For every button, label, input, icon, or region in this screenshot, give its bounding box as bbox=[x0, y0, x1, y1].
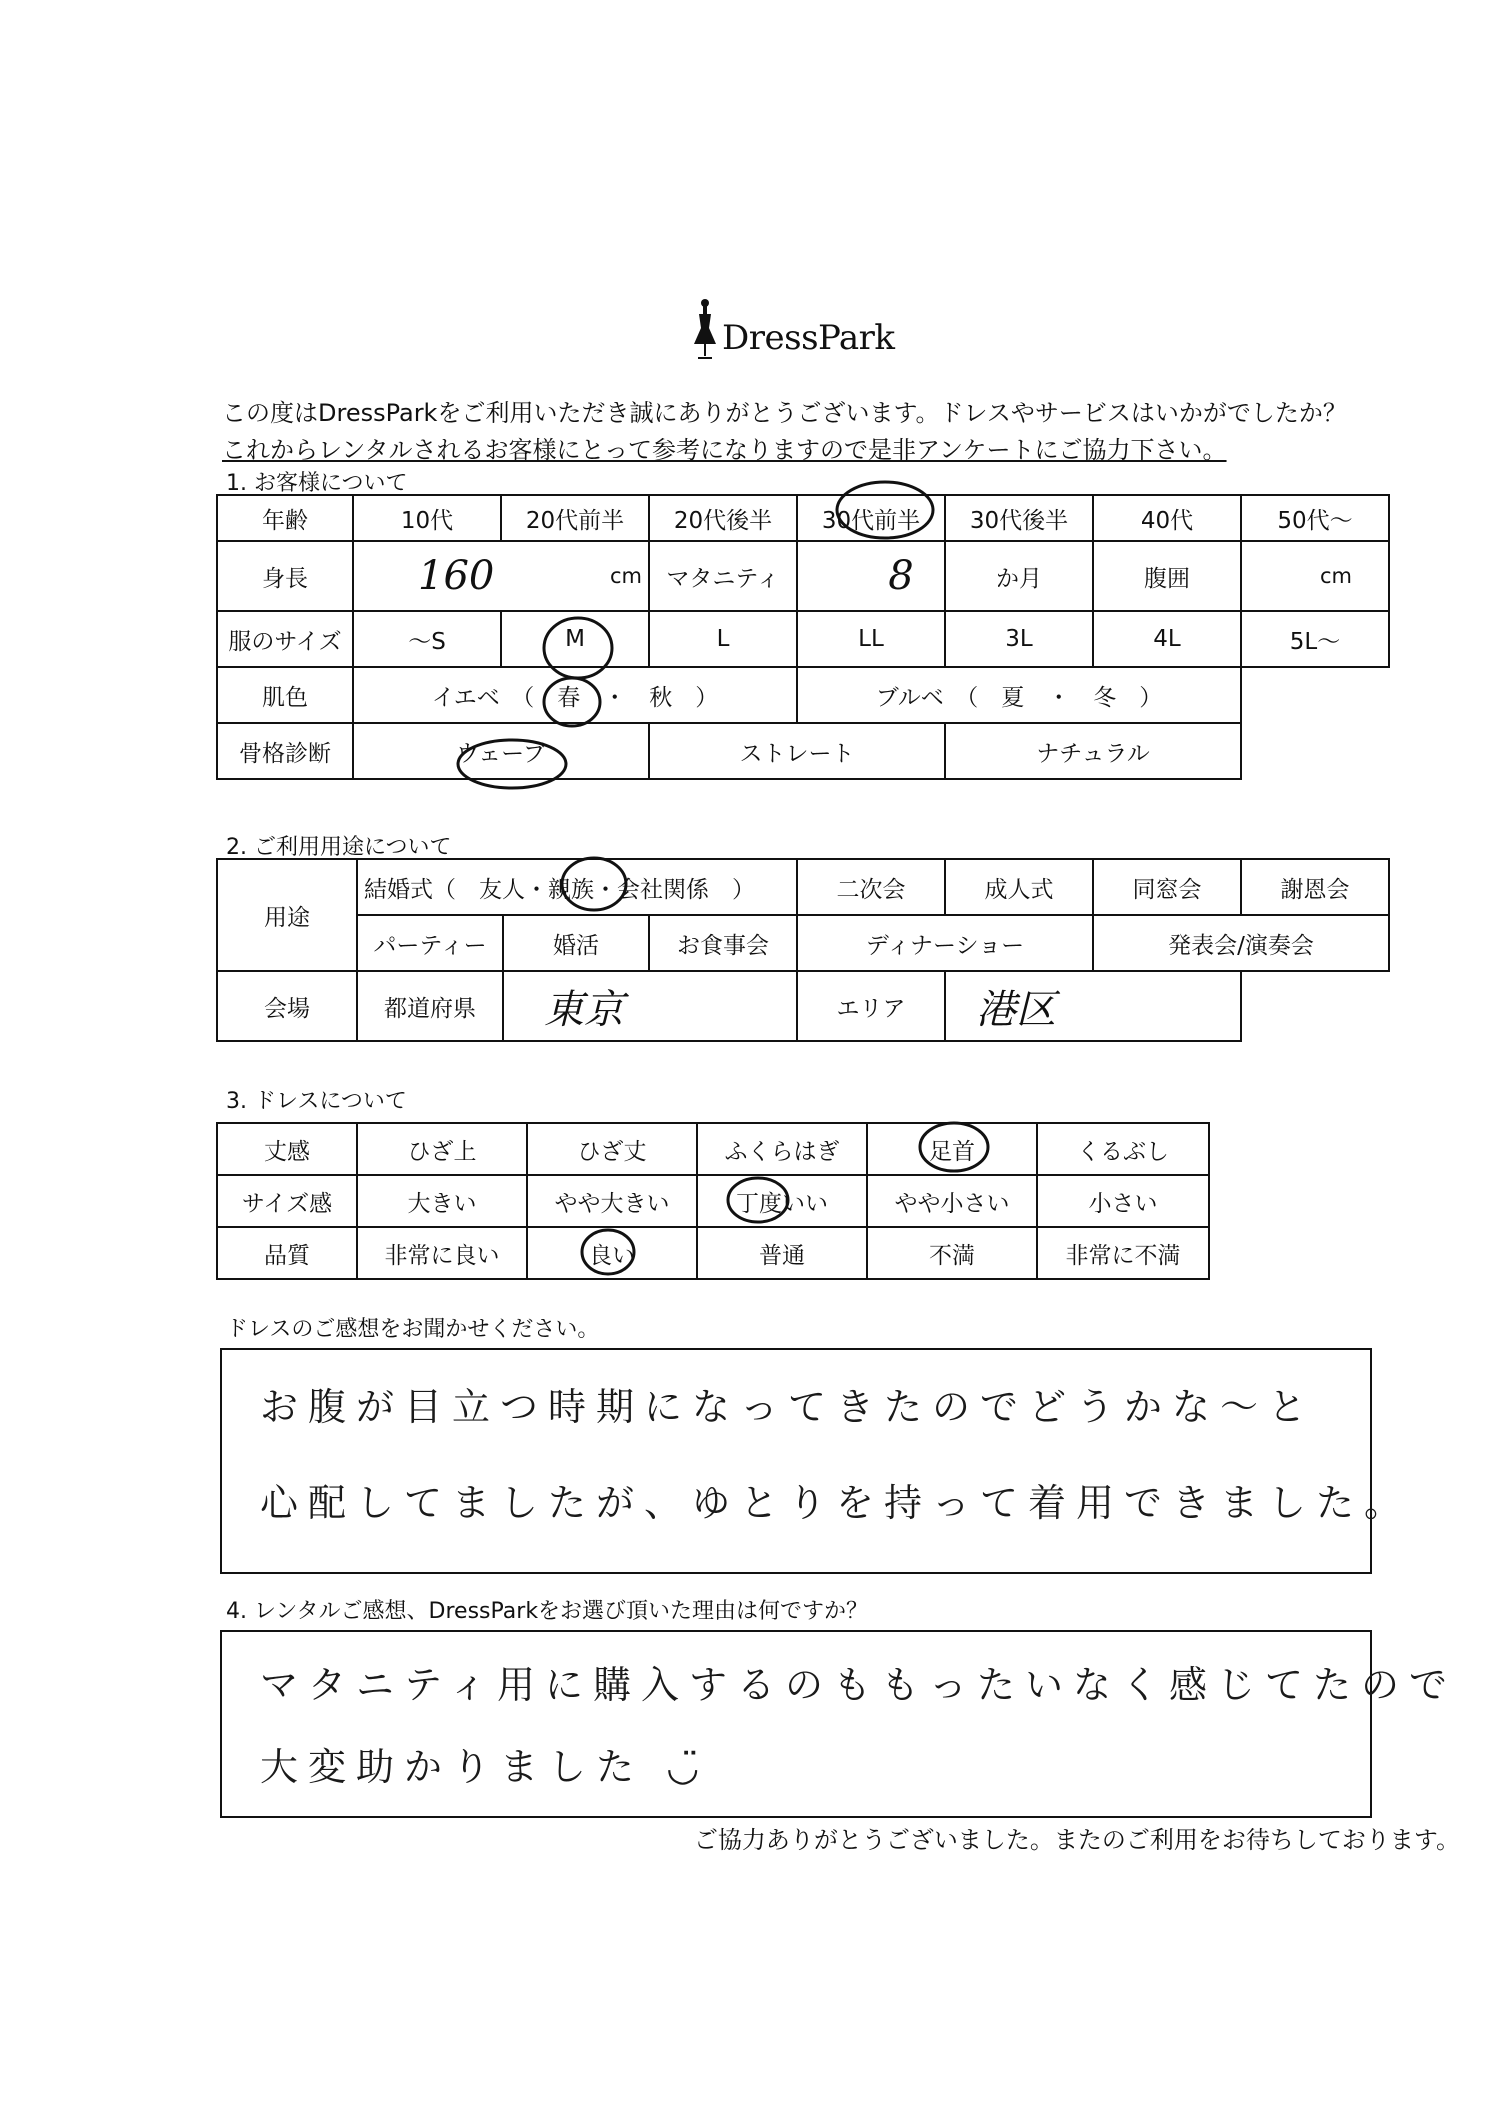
length-option[interactable]: ふくらはぎ bbox=[697, 1123, 867, 1175]
maternity-label: マタニティ bbox=[649, 541, 797, 611]
size-row bbox=[217, 611, 1389, 667]
fit-option[interactable]: 大きい bbox=[357, 1175, 527, 1227]
waist-field[interactable] bbox=[1241, 541, 1389, 611]
length-option[interactable]: くるぶし bbox=[1037, 1123, 1209, 1175]
size-option[interactable]: L bbox=[649, 611, 797, 667]
skin-label: 肌色 bbox=[217, 667, 353, 723]
height-value: 160 bbox=[418, 553, 495, 599]
venue-row bbox=[217, 971, 1389, 1041]
height-field[interactable] bbox=[353, 541, 649, 611]
waist-label: 腹囲 bbox=[1093, 541, 1241, 611]
section-2-title: 2. ご利用用途について bbox=[226, 835, 452, 860]
size-option[interactable]: 4L bbox=[1093, 611, 1241, 667]
length-option[interactable]: ひざ上 bbox=[357, 1123, 527, 1175]
frame-option[interactable]: ストレート bbox=[649, 723, 945, 779]
skin-row bbox=[217, 667, 1389, 723]
usage-option[interactable]: 同窓会 bbox=[1093, 859, 1241, 915]
frame-row bbox=[217, 723, 1389, 779]
usage-option[interactable]: 婚活 bbox=[503, 915, 649, 971]
usage-option[interactable]: ディナーショー bbox=[797, 915, 1093, 971]
quality-row bbox=[217, 1227, 1209, 1279]
prefecture-label: 都道府県 bbox=[357, 971, 503, 1041]
fit-option-selected[interactable]: 丁度いい bbox=[697, 1175, 867, 1227]
maternity-field[interactable] bbox=[797, 541, 945, 611]
fit-option[interactable]: やや小さい bbox=[867, 1175, 1037, 1227]
dress-comment-line: お腹が目立つ時期になってきたのでどうかな〜と bbox=[260, 1385, 1317, 1429]
quality-label: 品質 bbox=[217, 1227, 357, 1279]
rental-comment-box[interactable] bbox=[220, 1630, 1457, 1818]
skin-blue-option[interactable]: ブルベ （ 夏 ・ 冬 ） bbox=[797, 667, 1241, 723]
age-option-selected[interactable]: 30代前半 bbox=[797, 495, 945, 541]
quality-option[interactable]: 非常に不満 bbox=[1037, 1227, 1209, 1279]
rental-comment-line: マタニティ用に購入するのももったいなく感じてたので bbox=[260, 1663, 1457, 1707]
frame-option[interactable]: ナチュラル bbox=[945, 723, 1241, 779]
height-unit: cm bbox=[609, 564, 642, 588]
size-option[interactable]: LL bbox=[797, 611, 945, 667]
usage-table bbox=[216, 858, 1390, 1042]
height-label: 身長 bbox=[217, 541, 353, 611]
brand-name: DressPark bbox=[722, 318, 895, 358]
section-1-title: 1. お客様について bbox=[226, 471, 408, 496]
dress-comment-prompt: ドレスのご感想をお聞かせください。 bbox=[226, 1317, 600, 1342]
fit-row bbox=[217, 1175, 1209, 1227]
size-label: 服のサイズ bbox=[217, 611, 353, 667]
usage-row-1 bbox=[217, 859, 1389, 915]
area-field[interactable] bbox=[945, 971, 1241, 1041]
dress-comment-line: 心配してましたが、ゆとりを持って着用できました。 bbox=[260, 1481, 1413, 1525]
age-option[interactable]: 20代後半 bbox=[649, 495, 797, 541]
area-value: 港区 bbox=[976, 986, 1056, 1033]
dress-comment-box[interactable] bbox=[220, 1348, 1413, 1574]
skin-yellow-option[interactable]: イエベ （ 春 ・ 秋 ） bbox=[353, 667, 797, 723]
age-option[interactable]: 10代 bbox=[353, 495, 501, 541]
dress-mannequin-icon bbox=[694, 299, 716, 358]
quality-option[interactable]: 普通 bbox=[697, 1227, 867, 1279]
height-row bbox=[217, 541, 1389, 611]
quality-option[interactable]: 非常に良い bbox=[357, 1227, 527, 1279]
dress-table bbox=[216, 1122, 1210, 1280]
venue-label: 会場 bbox=[217, 971, 357, 1041]
customer-info-table bbox=[216, 494, 1390, 780]
waist-unit: cm bbox=[1319, 564, 1352, 588]
frame-label: 骨格診断 bbox=[217, 723, 353, 779]
quality-option-selected[interactable]: 良い bbox=[527, 1227, 697, 1279]
maternity-unit: か月 bbox=[945, 541, 1093, 611]
fit-label: サイズ感 bbox=[217, 1175, 357, 1227]
section-3-title: 3. ドレスについて bbox=[226, 1089, 407, 1114]
length-label: 丈感 bbox=[217, 1123, 357, 1175]
size-option[interactable]: 〜S bbox=[353, 611, 501, 667]
intro-line-1: この度はDressParkをご利用いただき誠にありがとうございます。ドレスやサービスはいかがでしたか？ bbox=[222, 399, 1347, 427]
length-option-selected[interactable]: 足首 bbox=[867, 1123, 1037, 1175]
intro-line-2: これからレンタルされるお客様にとって参考になりますので是非アンケートにご協力下さい。 bbox=[222, 436, 1227, 464]
prefecture-field[interactable] bbox=[503, 971, 797, 1041]
usage-label: 用途 bbox=[217, 859, 357, 971]
age-label: 年齢 bbox=[217, 495, 353, 541]
area-label: エリア bbox=[797, 971, 945, 1041]
usage-option[interactable]: 発表会/演奏会 bbox=[1093, 915, 1389, 971]
age-option[interactable]: 40代 bbox=[1093, 495, 1241, 541]
age-row bbox=[217, 495, 1389, 541]
maternity-value: 8 bbox=[888, 553, 914, 599]
length-option[interactable]: ひざ丈 bbox=[527, 1123, 697, 1175]
size-option[interactable]: 5L〜 bbox=[1241, 611, 1389, 667]
usage-option[interactable]: 二次会 bbox=[797, 859, 945, 915]
fit-option[interactable]: やや大きい bbox=[527, 1175, 697, 1227]
usage-option[interactable]: 成人式 bbox=[945, 859, 1093, 915]
rental-comment-line: 大変助かりました ◡̈ bbox=[260, 1745, 710, 1789]
closing-message: ご協力ありがとうございました。またのご利用をお待ちしております。 bbox=[693, 1826, 1460, 1854]
age-option[interactable]: 50代〜 bbox=[1241, 495, 1389, 541]
section-4-title: 4. レンタルご感想、DressParkをお選び頂いた理由は何ですか？ bbox=[226, 1599, 869, 1624]
age-option[interactable]: 30代後半 bbox=[945, 495, 1093, 541]
quality-option[interactable]: 不満 bbox=[867, 1227, 1037, 1279]
frame-option-selected[interactable]: ウェーブ bbox=[353, 723, 649, 779]
age-option[interactable]: 20代前半 bbox=[501, 495, 649, 541]
fit-option[interactable]: 小さい bbox=[1037, 1175, 1209, 1227]
usage-row-2 bbox=[217, 915, 1389, 971]
prefecture-value: 東京 bbox=[544, 986, 624, 1033]
wedding-option[interactable]: 結婚式（ 友人・親族・会社関係 ） bbox=[357, 859, 797, 915]
size-option[interactable]: 3L bbox=[945, 611, 1093, 667]
usage-option[interactable]: パーティー bbox=[357, 915, 503, 971]
length-row bbox=[217, 1123, 1209, 1175]
size-option-selected[interactable]: M bbox=[501, 611, 649, 667]
usage-option[interactable]: お食事会 bbox=[649, 915, 797, 971]
usage-option[interactable]: 謝恩会 bbox=[1241, 859, 1389, 915]
